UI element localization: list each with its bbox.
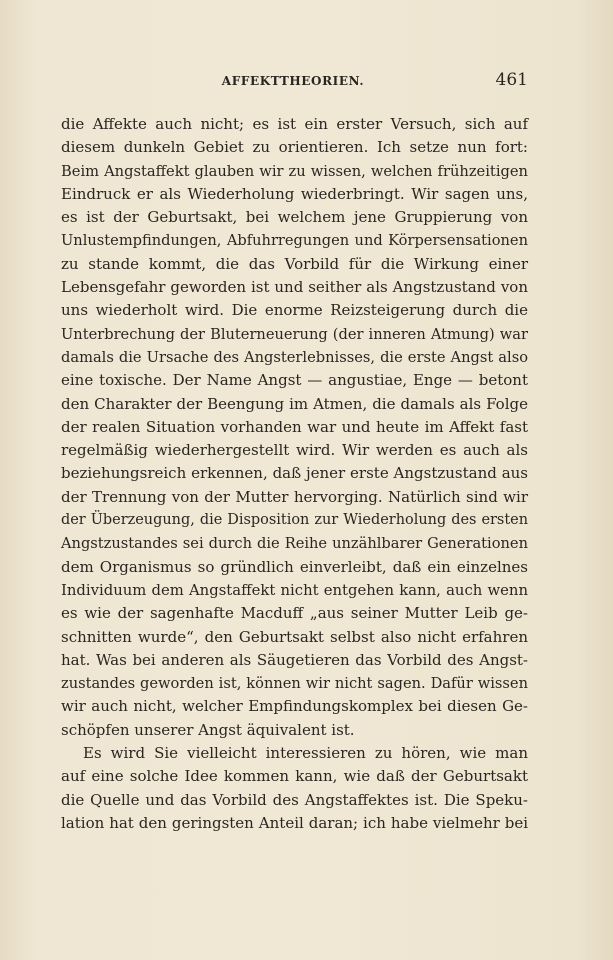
text-line: Individuum dem Angstaffekt nicht entgehen kann, auch wenn <box>61 581 528 599</box>
text-line: der Trennung von der Mutter hervorging. Natürlich sind wir <box>61 487 528 506</box>
body-text <box>61 113 528 835</box>
text-line: Lebensgefahr geworden ist und seither als Angstzustand von <box>61 278 528 297</box>
text-line: Eindruck er als Wiederholung wiederbringt. Wir sagen uns, <box>61 184 528 203</box>
text-line: damals die Ursache des Angsterlebnisses, die erste Angst also <box>61 348 528 366</box>
running-head <box>58 70 528 94</box>
text-line: uns wiederholt wird. Die enorme Reizsteigerung durch die <box>61 301 528 320</box>
text-line: schöpfen unserer Angst äquivalent ist. <box>61 720 355 739</box>
text-line: lation hat den geringsten Anteil daran; ich habe vielmehr bei <box>61 813 528 832</box>
text-line: Unterbrechung der Bluterneuerung (der inneren Atmung) war <box>61 325 528 343</box>
text-line: auf eine solche Idee kommen kann, wie daß der Geburtsakt <box>61 767 528 786</box>
text-line: der Überzeugung, die Disposition zur Wiederholung des ersten <box>61 512 528 529</box>
text-line: es ist der Geburtsakt, bei welchem jene Gruppierung von <box>61 208 528 227</box>
text-line: diesem dunkeln Gebiet zu orientieren. Ich setze nun fort: <box>61 138 528 157</box>
text-line: dem Organismus so gründlich einverleibt, daß ein einzelnes <box>61 557 528 576</box>
page-number: 461 <box>495 70 528 90</box>
text-line: Angstzustandes sei durch die Reihe unzählbarer Generationen <box>61 535 528 553</box>
text-line: der realen Situation vorhanden war und heute im Affekt fast <box>61 417 528 436</box>
text-line: die Affekte auch nicht; es ist ein erster Versuch, sich auf <box>61 115 528 133</box>
text-line: den Charakter der Beengung im Atmen, die damals als Folge <box>61 394 528 413</box>
text-line: eine toxische. Der Name Angst — angustiae, Enge — betont <box>61 371 528 390</box>
text-line: zu stande kommt, die das Vorbild für die Wirkung einer <box>61 254 528 273</box>
text-line: hat. Was bei anderen als Säugetieren das Vorbild des Angst- <box>61 650 528 669</box>
text-line: es wie der sagenhafte Macduff „aus seiner Mutter Leib ge- <box>61 604 528 623</box>
running-title: AFFEKTTHEORIEN. <box>221 74 365 88</box>
text-line: Es wird Sie vielleicht interessieren zu hören, wie man <box>83 744 528 763</box>
text-line: Beim Angstaffekt glauben wir zu wissen, welchen frühzeitigen <box>61 162 528 180</box>
text-line: zustandes geworden ist, können wir nicht sagen. Dafür wissen <box>61 675 528 693</box>
text-line: Unlustempfindungen, Abfuhrregungen und Körpersensationen <box>61 232 528 250</box>
text-line: regelmäßig wiederhergestellt wird. Wir werden es auch als <box>61 441 528 460</box>
text-line: wir auch nicht, welcher Empfindungskomplex bei diesen Ge- <box>61 697 528 716</box>
text-line: die Quelle und das Vorbild des Angstaffektes ist. Die Speku- <box>61 790 528 809</box>
text-line: schnitten wurde“, den Geburtsakt selbst also nicht erfahren <box>61 627 528 646</box>
text-line: beziehungsreich erkennen, daß jener erste Angstzustand aus <box>61 464 528 483</box>
